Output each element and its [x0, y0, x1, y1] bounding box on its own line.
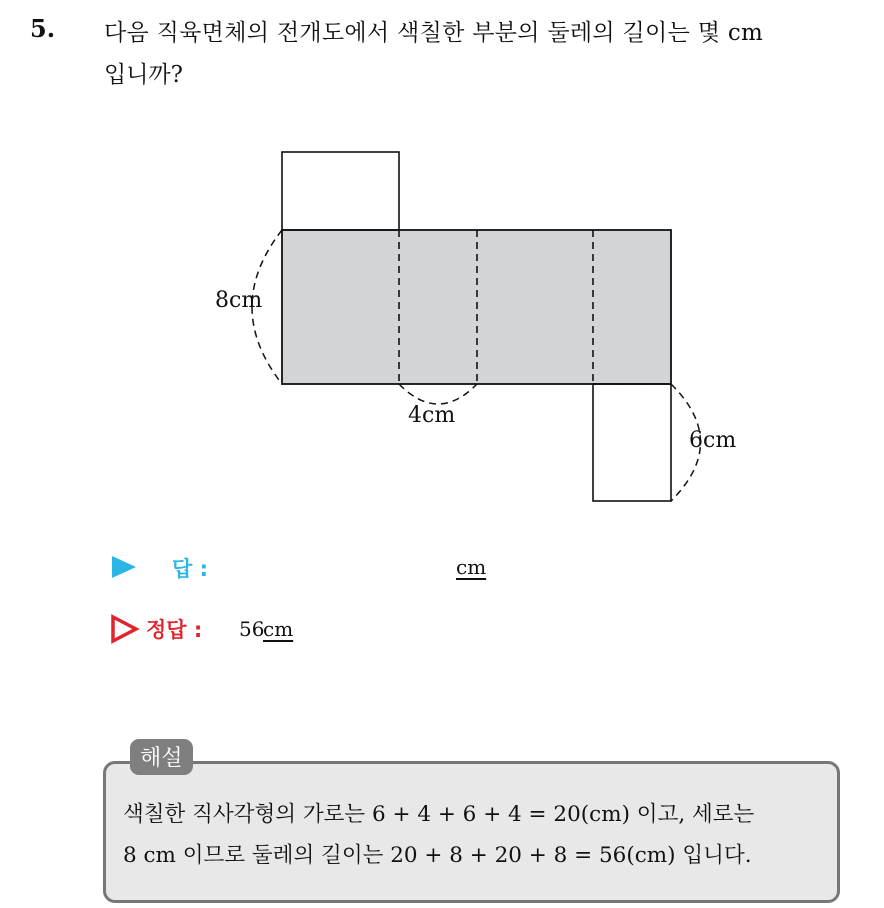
- explanation-line1: 색칠한 직사각형의 가로는 6 + 4 + 6 + 4 = 20(cm) 이고, 세로는: [123, 802, 755, 827]
- question-text-line1: 다음 직육면체의 전개도에서 색칠한 부분의 둘레의 길이는 몇 cm: [104, 20, 764, 46]
- explanation-box: [103, 761, 840, 903]
- answer-arrow-icon: [112, 556, 136, 578]
- correct-answer-unit: cm: [263, 617, 294, 641]
- answer-label: 답 :: [172, 557, 208, 581]
- depth-label: 6cm: [689, 428, 737, 453]
- correct-answer-value: 56: [239, 617, 265, 641]
- height-label: 8cm: [215, 288, 263, 313]
- correct-arrow-icon: [110, 614, 140, 644]
- explanation-line2: 8 cm 이므로 둘레의 길이는 20 + 8 + 20 + 8 = 56(cm) 입니다.: [123, 843, 752, 868]
- answer-unit: cm: [456, 555, 487, 579]
- question-text-line2: 입니까?: [104, 62, 183, 88]
- explanation-tag: 해설: [130, 739, 193, 775]
- bottom-face: [593, 384, 671, 501]
- correct-answer-label: 정답 :: [146, 618, 203, 642]
- top-face: [282, 152, 399, 230]
- width-label: 4cm: [408, 403, 456, 428]
- question-number: 5.: [30, 14, 56, 43]
